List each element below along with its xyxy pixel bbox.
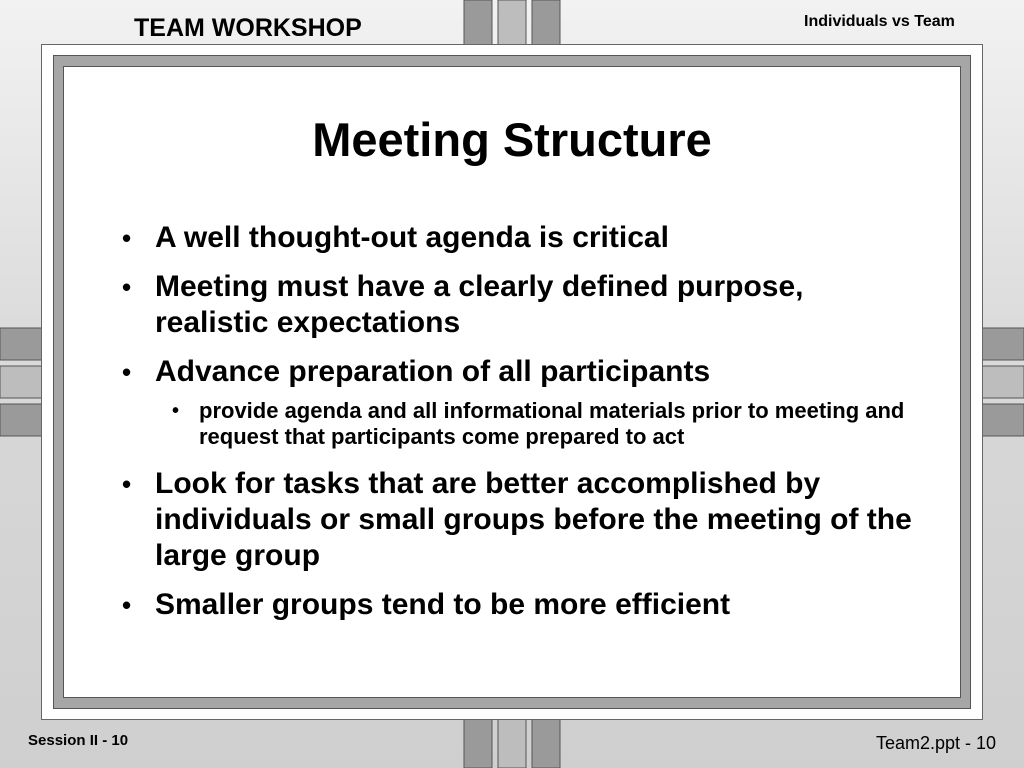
bullet-item [122, 269, 922, 341]
footer-session: Session II - 10 [28, 732, 129, 749]
header-title: TEAM WORKSHOP [134, 14, 362, 42]
bullet-icon: • [122, 223, 132, 253]
sub-bullet-icon: • [172, 400, 180, 422]
bullet-icon: • [122, 469, 132, 499]
bullet-text: Advance preparation of all participants [155, 355, 711, 388]
bullet-icon: • [122, 357, 132, 387]
bullet-list [122, 220, 922, 636]
slide-title: Meeting Structure [312, 113, 712, 166]
bullet-text: Smaller groups tend to be more efficient [155, 588, 731, 621]
bullet-item [122, 587, 922, 623]
bullet-text: A well thought-out agenda is critical [155, 221, 669, 254]
sub-bullet-item [172, 398, 922, 450]
bullet-item [122, 220, 922, 256]
bullet-item [122, 466, 922, 574]
bullet-text: Meeting must have a clearly defined purpose, realistic expectations [155, 270, 804, 339]
sub-bullet-text: provide agenda and all informational materials prior to meeting and request that participants come prepared to act [199, 398, 905, 449]
bullet-icon: • [122, 590, 132, 620]
header-subtitle: Individuals vs Team [804, 13, 955, 30]
footer-slide-number: Team2.ppt - 10 [876, 733, 997, 753]
bullet-text: Look for tasks that are better accomplished by individuals or small groups before the meeting of the large group [155, 467, 912, 572]
bullet-icon: • [122, 272, 132, 302]
bullet-item [122, 354, 922, 390]
